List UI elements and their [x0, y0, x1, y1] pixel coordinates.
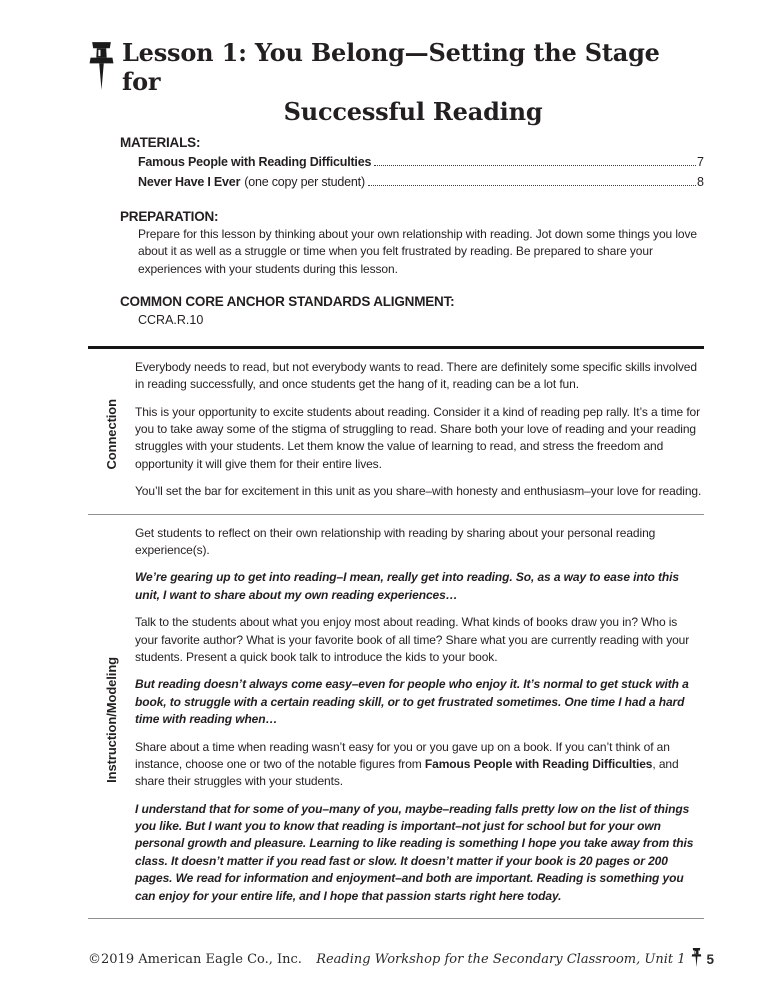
preparation-section	[120, 208, 704, 278]
section-row-connection	[88, 349, 704, 515]
section-label: Instruction/Modeling	[104, 656, 119, 783]
section-row-instruction-modeling	[88, 515, 704, 919]
materials-item-title: Never Have I Ever	[138, 175, 241, 190]
page-title	[122, 38, 704, 126]
standards-section	[120, 293, 704, 330]
paragraph-run: , and share their struggles with your students.	[135, 756, 679, 789]
materials-item-title: Famous People with Reading Difficulties	[138, 155, 372, 170]
materials-item-note: (one copy per student)	[244, 175, 365, 190]
materials-item	[138, 172, 704, 192]
paragraph-run-bold: Famous People with Reading Difficulties	[424, 756, 653, 771]
paragraph	[135, 739, 702, 791]
page-header	[88, 38, 704, 126]
materials-item-page-ref: 8	[697, 175, 704, 190]
section-label-column	[88, 359, 135, 511]
paragraph: This is your opportunity to excite students about reading. Consider it a kind of reading pep rally. It’s a time for you to take away some of the stigma of struggling to read. Share both your love of reading and your reading struggles with your students. Let them know the value of learning to read, and stress the freedom and opportunity it will give them for their entire lives.	[135, 404, 701, 471]
materials-heading: MATERIALS:	[120, 134, 201, 150]
lesson-body	[88, 346, 704, 919]
book-title: Reading Workshop for the Secondary Classroom, Unit 1	[316, 951, 686, 967]
section-label-column	[88, 525, 135, 915]
standards-heading: COMMON CORE ANCHOR STANDARDS ALIGNMENT:	[120, 293, 455, 309]
materials-item	[138, 152, 704, 172]
section-label: Connection	[104, 399, 119, 470]
page-title-line2: Successful Reading	[283, 96, 543, 126]
paragraph-teacher-script: I understand that for some of you–many of you, maybe–reading falls pretty low on the list of things you like. But I want you to know that reading is important–not just for school but for your own personal growth and pleasure. Learning to like reading is something I hope you take away from this class. It doesn’t matter if you read fast or slow. It doesn’t matter if your book is 20 pages or 200 pages. We read for information and enjoyment–and both are important. Reading is something you can enjoy for your entire life, and I hope that passion starts right here today.	[135, 801, 694, 903]
paragraph: You’ll set the bar for excitement in this unit as you share–with honesty and enthusiasm–your love for reading.	[135, 484, 702, 499]
materials-item-page-ref: 7	[697, 155, 704, 170]
preparation-body: Prepare for this lesson by thinking about your own relationship with reading. Jot down some things you love about it as well as a struggle or time when you felt frustrated by reading. Be prepared to share your experiences with your students during this lesson.	[138, 226, 697, 276]
standards-code: CCRA.R.10	[138, 313, 204, 328]
dot-leader	[368, 185, 696, 186]
paragraph: Everybody needs to read, but not everybody wants to read. There are definitely some specific skills involved in reading successfully, and once students get the hang of it, reading can be a lot fun.	[135, 359, 697, 392]
page-footer	[88, 948, 714, 970]
pushpin-icon	[88, 42, 115, 92]
paragraph-teacher-script: We’re gearing up to get into reading–I mean, really get into reading. So, as a way to ease into this unit, I want to share about my own reading experiences…	[135, 570, 679, 602]
preparation-heading: PREPARATION:	[120, 208, 219, 224]
page-number: 5	[706, 951, 714, 967]
paragraph-run: Share about a time when reading wasn’t easy for you or you gave up on a book. If you can’t think of an instance, choose one or two of the notable figures from	[135, 739, 670, 771]
paragraph-teacher-script: But reading doesn’t always come easy–even for people who enjoy it. It’s normal to get stuck with a book, to struggle with a certain reading skill, or to get frustrated sometimes. One time I had a hard time with reading when…	[135, 677, 689, 727]
pushpin-icon	[691, 948, 702, 968]
paragraph: Get students to reflect on their own relationship with reading by sharing about your personal reading experience(s).	[135, 525, 656, 557]
paragraph: Talk to the students about what you enjoy most about reading. What kinds of books draw you in? Who is your favorite author? What is your favorite book of all time? Share what you are currently reading with your students. Present a quick book talk to introduce the kids to your book.	[135, 615, 690, 664]
page-title-line1: Lesson 1: You Belong—Setting the Stage for	[122, 38, 660, 97]
copyright-text: ©2019 American Eagle Co., Inc.	[88, 951, 302, 967]
dot-leader	[374, 165, 696, 166]
materials-section	[120, 134, 704, 193]
